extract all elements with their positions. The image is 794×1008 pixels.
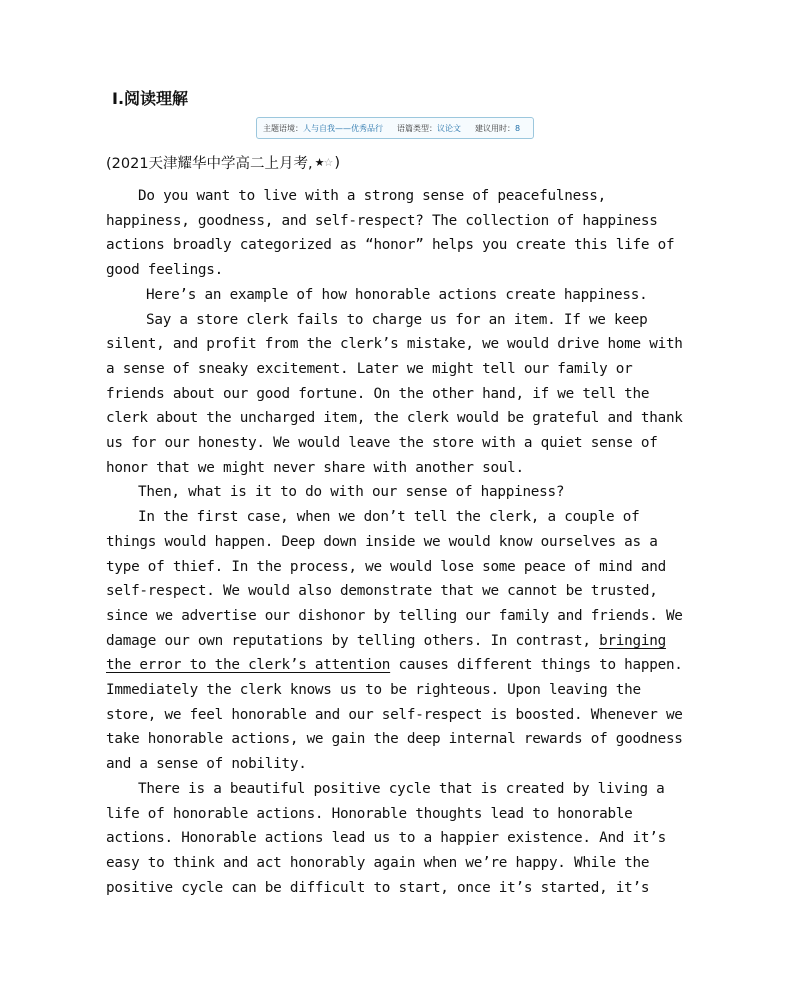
time-label: 建议用时： [475,123,515,133]
source-prefix: (2021天津耀华中学高二上月考, [106,156,313,172]
paragraph-text: There is a beautiful positive cycle that is created by living a life of honorable actions. Honorable thoughts lead to honorable actions. Honorable actions lead us to a happier existence. And it’s easy to think and act honorably again when we’re happy. While the positive cycle can be difficult to start, once it’s started, it’s [106,780,666,896]
source-line [106,152,340,173]
paragraph-text: Do you want to live with a strong sense of peacefulness, happiness, goodness, and self-respect? The collection of happiness actions broadly categorized as “honor” helps you create this life of good feelings. [106,188,675,279]
source-suffix: ) [334,154,341,171]
paragraph [106,308,696,481]
paragraph-text: Say a store clerk fails to charge us for an item. If we keep silent, and profit from the clerk’s mistake, we would drive home with a sense of sneaky excitement. Later we might tell our family or friends about our good fortune. On the other hand, if we tell the clerk about the uncharged item, the clerk would be grateful and thank us for our honesty. We would leave the store with a quiet sense of honor that we might never share with another soul. [106,311,683,476]
theme-value: 人与自我——优秀品行 [303,123,383,133]
paragraph [106,184,696,283]
paragraph [106,505,696,777]
paragraph-text: Then, what is it to do with our sense of happiness? [138,484,565,501]
genre-label: 语篇类型： [397,123,437,133]
time-value: 8 [515,123,521,133]
paragraph [106,283,696,308]
paragraph-text: In the first case, when we don’t tell the clerk, a couple of things would happen. Deep down inside we would know ourselves as a type of thief. In the process, we would lose some peace of mind and self-respect. We would also demonstrate that we cannot be trusted, since we advertise our dishonor by telling our family and friends. We damage our own reputations by telling others. In contrast, [106,509,683,649]
paragraph [106,777,696,901]
theme-label: 主题语境： [263,123,303,133]
info-bar [256,117,534,139]
paragraph-text: causes different things to happen. Immediately the clerk knows us to be righteous. Upon leaving the store, we feel honorable and our self-respect is boosted. Whenever we take honorable actions, we gain the deep internal rewards of goodness and a sense of nobility. [106,657,683,773]
underlined-phrase: bringing the error to the clerk’s attention [106,632,666,674]
paragraph-text: Here’s an example of how honorable actions create happiness. [146,286,648,303]
genre-value: 议论文 [437,123,461,133]
section-title: Ⅰ.阅读理解 [112,89,189,108]
reading-passage [106,184,696,900]
difficulty-stars-icon: ★☆ [314,156,333,169]
paragraph [106,480,696,505]
